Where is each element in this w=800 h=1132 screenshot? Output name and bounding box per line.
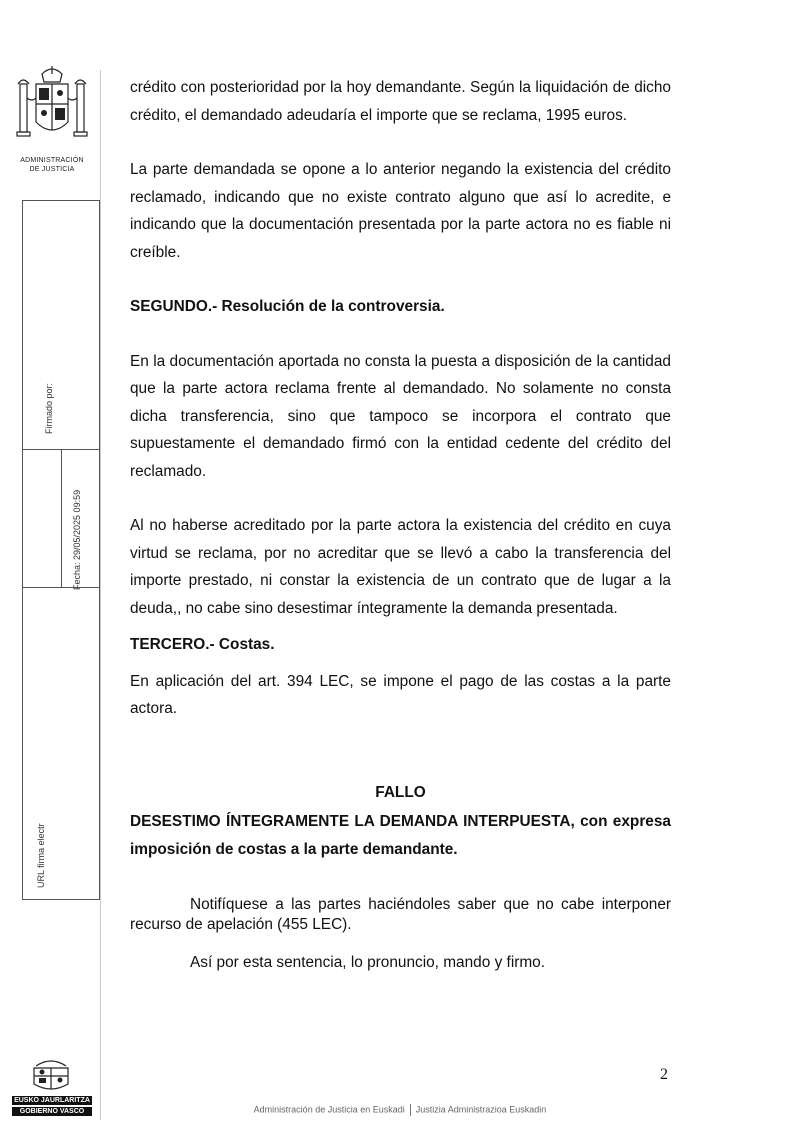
- footer-separator: [410, 1104, 411, 1116]
- paragraph: Al no haberse acreditado por la parte actora la existencia del crédito en cuya virtud se reclama, por no acreditar que se llevó a cabo la transferencia del importe prestado, ni constar la existencia de un contrato que de lugar a la deuda,, no cabe sino desestimar íntegramente la demanda presentada.: [130, 517, 671, 617]
- signature-date: Fecha: 29/05/2025 09:59: [72, 489, 82, 590]
- signed-by-label: Firmado por:: [44, 382, 54, 434]
- section-heading-segundo: SEGUNDO.- Resolución de la controversia.: [130, 298, 445, 315]
- paragraph: En la documentación aportada no consta la puesta a disposición de la cantidad que la parte actora reclama frente al demandado. No solamente no consta dicha transferencia, sino que tampoco se incorpora el contrato que supuestamente el demandado firmó con la entidad cedente del crédito del reclamado.: [130, 352, 671, 480]
- section-heading-tercero: TERCERO.- Costas.: [130, 636, 275, 653]
- coat-of-arms-icon: [12, 64, 92, 156]
- paragraph: crédito con posterioridad por la hoy demandante. Según la liquidación de dicho crédito, el demandado adeudaría el importe que se reclama, 1995 euros.: [130, 79, 671, 124]
- paragraph: En aplicación del art. 394 LEC, se impone el pago de las costas a la parte actora.: [130, 672, 671, 717]
- ruling-heading: FALLO: [375, 783, 426, 801]
- basque-government-emblem-icon: [26, 1058, 76, 1094]
- page-footer: [0, 1104, 800, 1116]
- footer-left-text: Administración de Justicia en Euskadi: [253, 1104, 405, 1115]
- signature-url-label: URL firma electr: [36, 823, 46, 888]
- eusko-jaurlaritza-label: EUSKO JAURLARITZA: [12, 1096, 92, 1105]
- paragraph: La parte demandada se opone a lo anterior negando la existencia del crédito reclamado, indicando que no existe contrato alguno que así lo acredite, e indicando que la documentación presentada por la parte actora no es fiable ni creíble.: [130, 161, 671, 261]
- gobierno-vasco-label: GOBIERNO VASCO: [12, 1107, 92, 1116]
- institution-label: ADMINISTRACIÓN DE JUSTICIA: [20, 157, 84, 173]
- page-number: 2: [660, 1066, 668, 1083]
- footer-right-text: Justizia Administrazioa Euskadin: [415, 1104, 547, 1115]
- margin-rule: [100, 70, 101, 1120]
- closing-paragraph: Así por esta sentencia, lo pronuncio, mando y firmo.: [190, 954, 546, 971]
- document-body: [130, 74, 671, 973]
- signature-box: [22, 200, 100, 900]
- notification-paragraph: Notifíquese a las partes haciéndoles saber que no cabe interponer recurso de apelación (455 LEC).: [130, 896, 671, 933]
- ruling-text: DESESTIMO ÍNTEGRAMENTE LA DEMANDA INTERPUESTA, con expresa imposición de costas a la parte demandante.: [130, 813, 671, 858]
